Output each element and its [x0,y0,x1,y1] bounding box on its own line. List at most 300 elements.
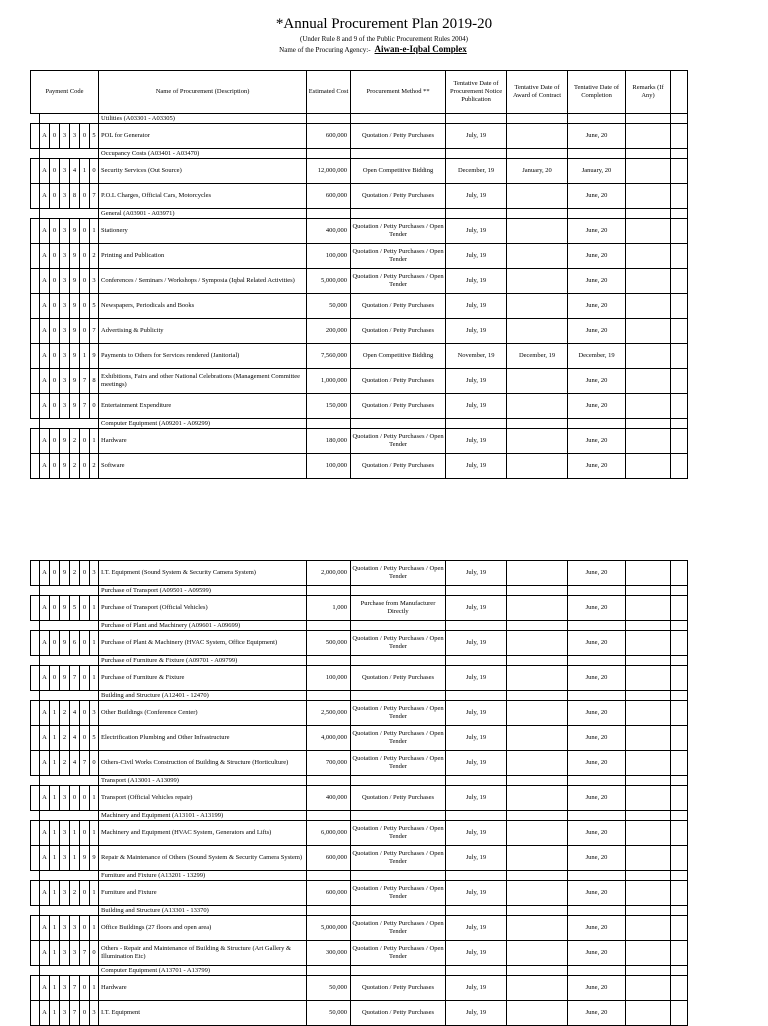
notice-date: July, 19 [446,976,507,1001]
award-date [507,881,568,906]
completion-date: June, 20 [568,701,626,726]
code-digit: 0 [80,666,90,691]
remarks-cell [626,726,671,751]
award-date [507,1001,568,1026]
code-digit: 3 [60,244,70,269]
procurement-method: Quotation / Petty Purchases / Open Tender [351,219,446,244]
completion-date: June, 20 [568,219,626,244]
extra-cell [671,294,688,319]
procurement-method: Quotation / Petty Purchases [351,369,446,394]
code-digit: 1 [50,916,60,941]
code-digit: 9 [60,561,70,586]
code-digit: 2 [60,701,70,726]
code-digit: 1 [90,916,99,941]
row-spacer-cell [31,394,40,419]
code-digit: 2 [60,726,70,751]
code-digit: A [40,561,50,586]
code-digit: 3 [60,916,70,941]
procurement-name: Purchase of Furniture & Fixture [99,666,307,691]
notice-date: July, 19 [446,751,507,776]
procurement-method: Quotation / Petty Purchases / Open Tender [351,631,446,656]
row-spacer-cell [31,369,40,394]
table-row [31,124,688,149]
category-label: Purchase of Plant and Machinery (A09601 - A09699) [99,621,307,631]
procurement-method: Quotation / Petty Purchases [351,394,446,419]
procurement-method: Quotation / Petty Purchases [351,294,446,319]
spacer-cell [31,906,40,916]
row-spacer-cell [31,701,40,726]
code-digit: 7 [80,369,90,394]
code-digit: 9 [70,244,80,269]
code-digit: 2 [60,751,70,776]
completion-date: December, 19 [568,344,626,369]
agency-label: Name of the Procuring Agency:- [279,46,371,54]
category-row [31,621,688,631]
estimated-cost: 400,000 [307,219,351,244]
row-spacer-cell [31,561,40,586]
code-digit: A [40,1001,50,1026]
procurement-name: Purchase of Transport (Official Vehicles) [99,596,307,621]
category-label: General (A03901 - A03971) [99,209,307,219]
code-digit: 0 [80,976,90,1001]
estimated-cost: 5,000,000 [307,916,351,941]
code-digit: 1 [50,846,60,871]
code-digit: 2 [70,429,80,454]
code-digit: 1 [70,846,80,871]
code-digit: 3 [60,319,70,344]
procurement-method: Quotation / Petty Purchases / Open Tender [351,269,446,294]
code-digit: 7 [90,319,99,344]
award-date [507,916,568,941]
code-digit: 3 [60,184,70,209]
code-digit: 0 [90,159,99,184]
code-digit: 1 [50,701,60,726]
remarks-cell [626,941,671,966]
code-digit: A [40,596,50,621]
estimated-cost: 400,000 [307,786,351,811]
code-digit: 3 [60,941,70,966]
completion-date: June, 20 [568,124,626,149]
completion-date: June, 20 [568,666,626,691]
code-blank-cell [40,621,99,631]
award-date [507,454,568,479]
estimated-cost: 180,000 [307,429,351,454]
table-row [31,846,688,871]
notice-date: July, 19 [446,786,507,811]
table-body-page-1 [31,114,688,479]
code-digit: 5 [90,124,99,149]
code-digit: 2 [70,454,80,479]
remarks-cell [626,159,671,184]
code-blank-cell [40,114,99,124]
extra-cell [671,369,688,394]
code-digit: 1 [50,881,60,906]
notice-date: July, 19 [446,319,507,344]
notice-date: July, 19 [446,124,507,149]
table-row [31,941,688,966]
agency-name: Aiwan-e-Iqbal Complex [374,44,467,54]
extra-cell [671,631,688,656]
notice-date: July, 19 [446,881,507,906]
extra-cell [671,184,688,209]
award-date [507,786,568,811]
procurement-method: Quotation / Petty Purchases [351,124,446,149]
procurement-method: Open Competitive Bidding [351,344,446,369]
notice-date: July, 19 [446,184,507,209]
table-row [31,344,688,369]
procurement-method: Quotation / Petty Purchases / Open Tender [351,726,446,751]
code-digit: 0 [90,751,99,776]
code-blank-cell [40,691,99,701]
code-digit: 1 [90,666,99,691]
category-label: Furniture and Fixture (A13201 - 13299) [99,871,307,881]
procurement-name: I.T. Equipment (Sound System & Security Camera System) [99,561,307,586]
code-digit: 0 [50,561,60,586]
estimated-cost: 600,000 [307,846,351,871]
award-date [507,821,568,846]
extra-cell [671,454,688,479]
category-row [31,966,688,976]
estimated-cost: 600,000 [307,881,351,906]
table-row [31,631,688,656]
completion-date: June, 20 [568,319,626,344]
code-digit: A [40,369,50,394]
category-label: Building and Structure (A12401 - 12470) [99,691,307,701]
code-digit: 3 [60,821,70,846]
award-date [507,976,568,1001]
award-date [507,751,568,776]
notice-date: July, 19 [446,726,507,751]
spacer-cell [31,419,40,429]
table-row [31,726,688,751]
estimated-cost: 5,000,000 [307,269,351,294]
code-digit: 1 [50,786,60,811]
category-label: Computer Equipment (A09201 - A09299) [99,419,307,429]
code-digit: 0 [50,159,60,184]
procurement-name: I.T. Equipment [99,1001,307,1026]
completion-date: June, 20 [568,786,626,811]
code-digit: 3 [60,881,70,906]
code-digit: 7 [90,184,99,209]
row-spacer-cell [31,666,40,691]
code-digit: 3 [70,941,80,966]
code-digit: 0 [50,184,60,209]
remarks-cell [626,631,671,656]
procurement-name: Software [99,454,307,479]
extra-cell [671,596,688,621]
estimated-cost: 50,000 [307,976,351,1001]
page-title: *Annual Procurement Plan 2019-20 [275,16,493,32]
extra-cell [671,976,688,1001]
code-digit: 0 [50,344,60,369]
completion-date: June, 20 [568,726,626,751]
code-digit: 1 [90,881,99,906]
row-spacer-cell [31,976,40,1001]
extra-cell [671,701,688,726]
estimated-cost: 700,000 [307,751,351,776]
row-spacer-cell [31,786,40,811]
extra-cell [671,159,688,184]
remarks-cell [626,344,671,369]
procurement-name: Exhibitions, Fairs and other National Celebrations (Management Committee meetings) [99,369,307,394]
notice-date: July, 19 [446,561,507,586]
code-digit: 9 [70,269,80,294]
estimated-cost: 100,000 [307,454,351,479]
spacer-cell [31,776,40,786]
remarks-cell [626,561,671,586]
code-digit: 0 [50,294,60,319]
code-digit: A [40,726,50,751]
code-digit: 0 [50,394,60,419]
code-blank-cell [40,586,99,596]
award-date: January, 20 [507,159,568,184]
notice-date: December, 19 [446,159,507,184]
code-digit: 3 [60,159,70,184]
col-extra [671,71,688,114]
remarks-cell [626,184,671,209]
category-label: Occupancy Costs (A03401 - A03470) [99,149,307,159]
code-digit: 0 [50,219,60,244]
code-digit: 1 [90,631,99,656]
completion-date: June, 20 [568,916,626,941]
row-spacer-cell [31,631,40,656]
spacer-cell [31,811,40,821]
remarks-cell [626,976,671,1001]
completion-date: June, 20 [568,881,626,906]
remarks-cell [626,394,671,419]
table-body-page-2 [31,561,688,1026]
code-digit: 9 [70,369,80,394]
code-digit: 1 [50,821,60,846]
extra-cell [671,1001,688,1026]
category-row [31,656,688,666]
notice-date: July, 19 [446,429,507,454]
extra-cell [671,561,688,586]
spacer-cell [31,691,40,701]
spacer-cell [31,966,40,976]
code-digit: 9 [60,666,70,691]
code-digit: 5 [90,294,99,319]
procurement-table-page-2 [30,560,688,1026]
code-digit: 4 [70,701,80,726]
procurement-name: Stationery [99,219,307,244]
extra-cell [671,344,688,369]
code-digit: 7 [70,976,80,1001]
remarks-cell [626,916,671,941]
col-name: Name of Procurement (Description) [99,71,307,114]
extra-cell [671,269,688,294]
award-date [507,319,568,344]
procurement-method: Quotation / Petty Purchases [351,454,446,479]
code-digit: 0 [80,319,90,344]
code-digit: 3 [90,1001,99,1026]
completion-date: June, 20 [568,454,626,479]
code-digit: A [40,159,50,184]
procurement-method: Quotation / Petty Purchases / Open Tender [351,244,446,269]
row-spacer-cell [31,269,40,294]
code-digit: 8 [90,369,99,394]
table-row [31,786,688,811]
code-digit: A [40,881,50,906]
row-spacer-cell [31,124,40,149]
remarks-cell [626,821,671,846]
award-date [507,596,568,621]
category-label: Computer Equipment (A13701 - A13799) [99,966,307,976]
code-digit: 1 [50,941,60,966]
table-row [31,429,688,454]
code-digit: 3 [60,846,70,871]
code-blank-cell [40,811,99,821]
procurement-name: Newspapers, Periodicals and Books [99,294,307,319]
procurement-name: Purchase of Plant & Machinery (HVAC System, Office Equipment) [99,631,307,656]
row-spacer-cell [31,319,40,344]
award-date [507,429,568,454]
notice-date: July, 19 [446,666,507,691]
remarks-cell [626,846,671,871]
code-digit: 4 [70,751,80,776]
notice-date: July, 19 [446,916,507,941]
extra-cell [671,124,688,149]
code-digit: A [40,454,50,479]
code-digit: 1 [50,751,60,776]
remarks-cell [626,124,671,149]
procurement-method: Quotation / Petty Purchases [351,976,446,1001]
category-label: Purchase of Transport (A09501 - A09599) [99,586,307,596]
code-digit: 9 [70,319,80,344]
procurement-method: Quotation / Petty Purchases [351,786,446,811]
estimated-cost: 1,000 [307,596,351,621]
table-row [31,159,688,184]
notice-date: July, 19 [446,219,507,244]
code-digit: 7 [70,1001,80,1026]
row-spacer-cell [31,726,40,751]
code-digit: 0 [50,369,60,394]
table-row [31,596,688,621]
category-label: Transport (A13001 - A13099) [99,776,307,786]
row-spacer-cell [31,751,40,776]
procurement-method: Quotation / Petty Purchases [351,184,446,209]
notice-date: July, 19 [446,269,507,294]
code-digit: A [40,916,50,941]
extra-cell [671,941,688,966]
table-row [31,294,688,319]
code-digit: 9 [90,344,99,369]
code-digit: 0 [80,184,90,209]
remarks-cell [626,369,671,394]
code-digit: 0 [50,244,60,269]
row-spacer-cell [31,219,40,244]
remarks-cell [626,751,671,776]
code-digit: 0 [50,631,60,656]
extra-cell [671,726,688,751]
code-digit: 9 [60,631,70,656]
code-digit: 2 [90,244,99,269]
extra-cell [671,244,688,269]
category-row [31,419,688,429]
award-date [507,726,568,751]
category-row [31,586,688,596]
code-digit: 0 [50,666,60,691]
procurement-name: P.O.L Charges, Official Cars, Motorcycles [99,184,307,209]
code-digit: 6 [70,631,80,656]
col-award: Tentative Date of Award of Contract [507,71,568,114]
table-row [31,821,688,846]
category-row [31,906,688,916]
table-row [31,219,688,244]
code-digit: 0 [50,124,60,149]
code-digit: 9 [80,846,90,871]
code-blank-cell [40,966,99,976]
code-digit: 4 [70,159,80,184]
code-digit: 0 [80,786,90,811]
award-date [507,219,568,244]
code-digit: 0 [80,561,90,586]
estimated-cost: 200,000 [307,319,351,344]
procurement-method: Quotation / Petty Purchases / Open Tender [351,751,446,776]
notice-date: July, 19 [446,369,507,394]
code-blank-cell [40,656,99,666]
award-date: December, 19 [507,344,568,369]
col-cost: Estimated Cost [307,71,351,114]
table-row [31,751,688,776]
estimated-cost: 500,000 [307,631,351,656]
procurement-method: Quotation / Petty Purchases / Open Tender [351,561,446,586]
estimated-cost: 100,000 [307,666,351,691]
procurement-method: Quotation / Petty Purchases / Open Tender [351,881,446,906]
code-digit: A [40,846,50,871]
notice-date: July, 19 [446,1001,507,1026]
code-digit: 0 [90,941,99,966]
notice-date: July, 19 [446,941,507,966]
remarks-cell [626,319,671,344]
notice-date: July, 19 [446,821,507,846]
procurement-name: Electrification Plumbing and Other Infrastructure [99,726,307,751]
estimated-cost: 50,000 [307,1001,351,1026]
code-blank-cell [40,776,99,786]
code-digit: 1 [70,821,80,846]
code-digit: 5 [90,726,99,751]
table-row [31,454,688,479]
procurement-method: Quotation / Petty Purchases / Open Tender [351,846,446,871]
estimated-cost: 7,560,000 [307,344,351,369]
code-digit: 3 [60,394,70,419]
notice-date: July, 19 [446,631,507,656]
procurement-name: Transport (Official Vehicles repair) [99,786,307,811]
row-spacer-cell [31,429,40,454]
code-digit: 3 [60,294,70,319]
category-label: Machinery and Equipment (A13101 - A13199) [99,811,307,821]
category-row [31,114,688,124]
completion-date: June, 20 [568,429,626,454]
col-notice: Tentative Date of Procurement Notice Publication [446,71,507,114]
code-digit: 2 [90,454,99,479]
notice-date: July, 19 [446,846,507,871]
notice-date: November, 19 [446,344,507,369]
code-digit: 0 [80,454,90,479]
row-spacer-cell [31,244,40,269]
code-digit: 3 [60,1001,70,1026]
notice-date: July, 19 [446,244,507,269]
code-digit: 0 [80,821,90,846]
extra-cell [671,666,688,691]
completion-date: June, 20 [568,596,626,621]
code-digit: 0 [80,916,90,941]
code-digit: 9 [90,846,99,871]
code-digit: 2 [70,881,80,906]
code-digit: 1 [50,1001,60,1026]
completion-date: June, 20 [568,631,626,656]
code-digit: 0 [50,269,60,294]
